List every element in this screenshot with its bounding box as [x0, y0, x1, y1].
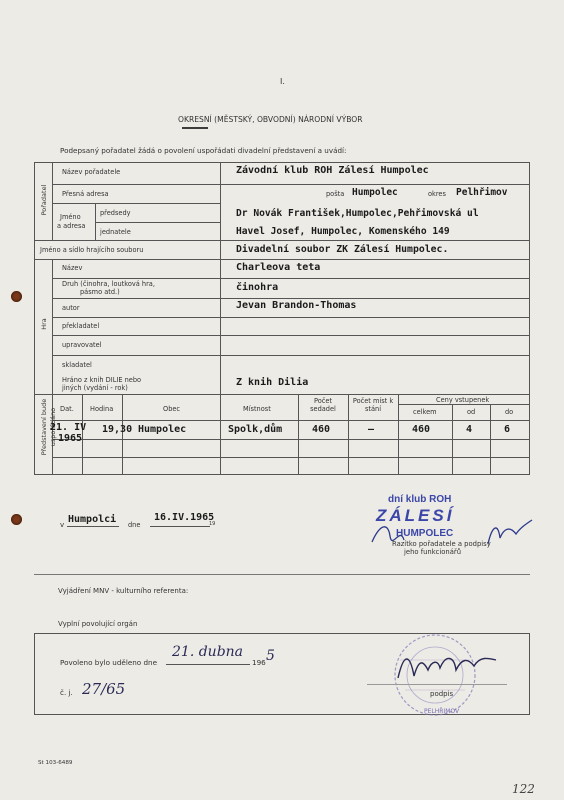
- club-stamp-line-3: HUMPOLEC: [396, 528, 454, 539]
- perf-venue: Spolk,dům: [228, 424, 283, 435]
- header-hour: Hodina: [90, 405, 114, 413]
- form-code: St 103-6489: [38, 760, 73, 766]
- agent-value: Havel Josef, Humpolec, Komenského 149: [236, 226, 450, 237]
- kind-label-1: Druh (činohra, loutková hra,: [62, 280, 155, 288]
- ensemble-value: Divadelní soubor ZK Zálesí Humpolec.: [236, 244, 449, 255]
- signature-date: 16.IV.1965: [154, 512, 215, 523]
- perf-from: 4: [466, 424, 473, 435]
- author-label: autor: [62, 304, 80, 312]
- performances-section-label-1: Představení bude: [40, 398, 48, 456]
- granted-date: 21. dubna: [172, 644, 244, 660]
- header-total: celkem: [413, 408, 437, 416]
- perf-standing: –: [368, 424, 375, 435]
- organizer-section-label: Pořadatel: [40, 184, 48, 216]
- approval-year-value: 5: [266, 648, 275, 664]
- agent-label: jednatele: [100, 228, 131, 236]
- posta-value: Humpolec: [352, 187, 398, 198]
- organ-label: Vyplní povolující orgán: [58, 620, 138, 628]
- page-number: 122: [512, 782, 535, 796]
- punch-hole-top: [11, 291, 22, 302]
- kind-value: činohra: [236, 282, 279, 293]
- chair-label: předsedy: [100, 209, 131, 217]
- section-divider: [34, 574, 530, 575]
- play-section-label: Hra: [40, 318, 48, 330]
- date-line: [150, 526, 210, 527]
- sign-label: podpis: [430, 690, 454, 698]
- perf-total: 460: [412, 424, 431, 435]
- perf-date-2: 1965: [58, 433, 83, 444]
- chair-value: Dr Novák František,Humpolec,Pehřimovská ul: [236, 208, 479, 219]
- translator-label: překladatel: [62, 322, 100, 330]
- official-signature: [392, 648, 502, 688]
- posta-label: pošta: [326, 190, 345, 198]
- year-prefix: 19: [209, 521, 216, 527]
- day-label: dne: [128, 521, 141, 529]
- ref-label: č. j.: [60, 688, 73, 697]
- perf-to: 6: [504, 424, 511, 435]
- performances-section-label-2: uspořádáno: [49, 407, 57, 447]
- office-stamp-text: PELHŘIMOV: [424, 708, 460, 715]
- header-seats: Počet sedadel: [310, 397, 336, 413]
- granted-label: Povoleno bylo uděleno dne: [60, 658, 158, 667]
- header-to: do: [505, 408, 514, 416]
- title-underline: [182, 127, 208, 129]
- place-in-label: v: [60, 521, 65, 529]
- header-date: Dat.: [60, 405, 74, 413]
- place-line: [67, 526, 119, 527]
- names-label-1: Jméno: [60, 213, 81, 221]
- granted-line: [166, 664, 250, 665]
- names-label-2: a adresa: [57, 222, 86, 230]
- intro-text: Podepsaný pořadatel žádá o povolení uspořádati divadelní představení a uvádí:: [60, 146, 347, 155]
- mnv-label: Vyjádření MNV - kulturního referenta:: [58, 587, 189, 595]
- club-stamp-line-2: ZÁLESÍ: [376, 506, 455, 525]
- approval-year-label: 196: [252, 658, 266, 667]
- organizer-name-label: Název pořadatele: [62, 168, 121, 176]
- header-town: Obec: [163, 405, 181, 413]
- perf-town: Humpolec: [138, 424, 187, 435]
- organizer-name-value: Závodní klub ROH Zálesí Humpolec: [236, 165, 429, 176]
- composer-label: skladatel: [62, 361, 92, 369]
- punch-hole-bottom: [11, 514, 22, 525]
- play-title-label: Název: [62, 264, 83, 272]
- place-value: Humpolci: [68, 514, 117, 525]
- header-standing: Počet míst k stání: [352, 397, 394, 413]
- ensemble-label: Jméno a sídlo hrajícího souboru: [40, 246, 144, 254]
- okres-value: Pelhřimov: [456, 187, 508, 198]
- source-label-1: Hráno z knih DILIE nebo: [62, 376, 142, 384]
- address-label: Přesná adresa: [62, 190, 109, 198]
- adapter-label: upravovatel: [62, 341, 102, 349]
- signature-caption-2: jeho funkcionářů: [404, 548, 462, 556]
- sign-line: [367, 684, 507, 685]
- author-value: Jevan Brandon-Thomas: [236, 300, 357, 311]
- perf-seats: 460: [312, 424, 331, 435]
- kind-label-2: pásmo atd.): [80, 288, 120, 296]
- signature-caption-1: Razítko pořadatele a podpisy: [392, 540, 491, 548]
- okres-label: okres: [428, 190, 446, 198]
- ref-value: 27/65: [82, 680, 126, 698]
- header-prices: Ceny vstupenek: [436, 396, 490, 404]
- source-label-2: jiných (vydání - rok): [62, 384, 128, 392]
- page-title: OKRESNÍ (MĚSTSKÝ, OBVODNÍ) NÁRODNÍ VÝBOR: [178, 115, 363, 124]
- header-from: od: [467, 408, 476, 416]
- club-stamp-line-1: dní klub ROH: [388, 494, 452, 505]
- page-numeral: I.: [280, 77, 285, 86]
- play-title-value: Charleova teta: [236, 262, 321, 273]
- perf-hour: 19,30: [102, 424, 133, 435]
- header-venue: Místnost: [243, 405, 271, 413]
- source-value: Z knih Dilia: [236, 377, 309, 388]
- perf-date-1: 21. IV: [50, 422, 87, 433]
